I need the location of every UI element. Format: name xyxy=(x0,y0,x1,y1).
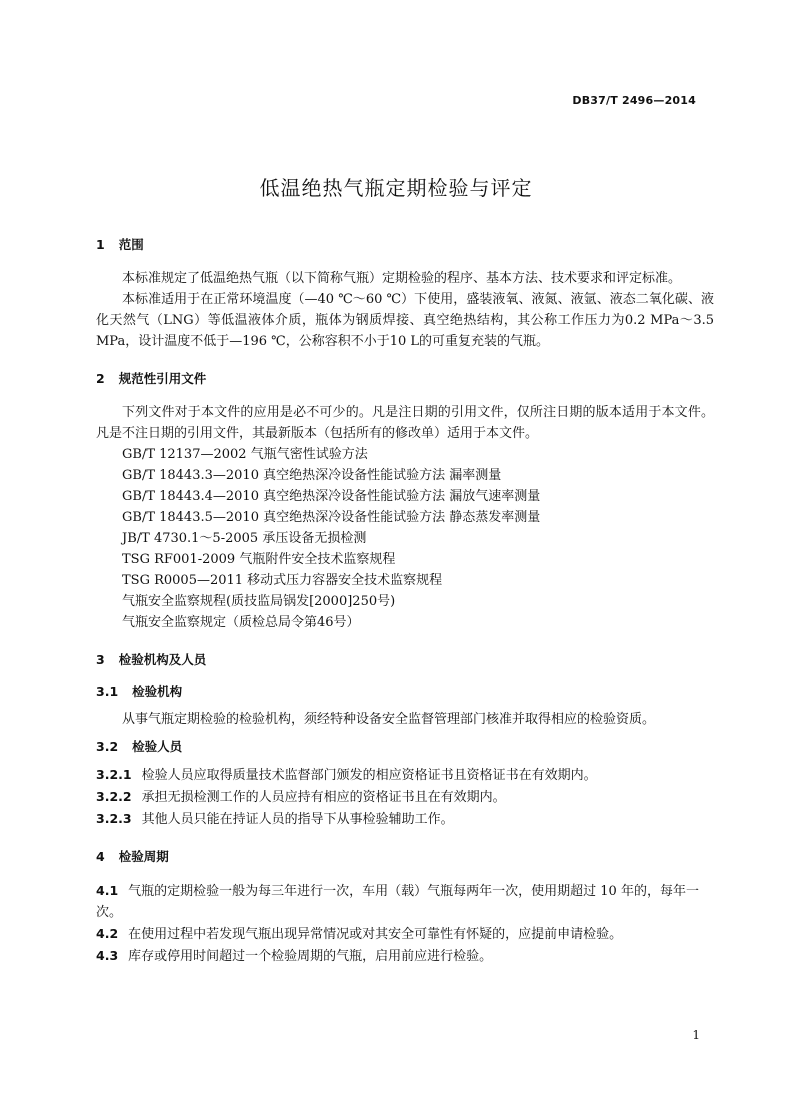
reference-item: TSG RF001-2009 气瓶附件安全技术监察规程 xyxy=(122,552,396,567)
clause-item xyxy=(96,880,714,923)
clause-text: 在使用过程中若发现气瓶出现异常情况或对其安全可靠性有怀疑的，应提前申请检验。 xyxy=(128,927,623,942)
reference-item: JB/T 4730.1～5-2005 承压设备无损检测 xyxy=(122,531,367,546)
scope-paragraph-1: 本标准规定了低温绝热气瓶（以下简称气瓶）定期检验的程序、基本方法、技术要求和评定标准。 xyxy=(122,271,682,286)
reference-item: GB/T 18443.5—2010 真空绝热深冷设备性能试验方法 静态蒸发率测量 xyxy=(122,510,541,525)
clause-text: 承担无损检测工作的人员应持有相应的资格证书且在有效期内。 xyxy=(141,790,506,805)
reference-item: GB/T 18443.4—2010 真空绝热深冷设备性能试验方法 漏放气速率测量 xyxy=(122,489,541,504)
section-1-heading xyxy=(96,236,714,254)
section-4-heading xyxy=(96,848,714,866)
reference-item: GB/T 12137—2002 气瓶气密性试验方法 xyxy=(122,447,368,462)
reference-item: 气瓶安全监察规程(质技监局锅发[2000]250号) xyxy=(122,594,396,609)
clause-number: 3.2.2 xyxy=(96,789,132,804)
section-title: 检验机构及人员 xyxy=(118,652,207,667)
clause-number: 4.1 xyxy=(96,883,119,898)
clause-number: 4.3 xyxy=(96,948,119,963)
subsection-title: 检验人员 xyxy=(132,739,183,754)
clause-text: 库存或停用时间超过一个检验周期的气瓶，启用前应进行检验。 xyxy=(128,949,493,964)
clause-text: 气瓶的定期检验一般为每三年进行一次，车用（载）气瓶每两年一次，使用期超过 10 年的，每年一次。 xyxy=(96,884,699,920)
subsection-3-2-heading xyxy=(96,738,714,756)
clause-number: 3.2.3 xyxy=(96,811,132,826)
section-title: 检验周期 xyxy=(118,849,169,864)
section-number: 4 xyxy=(96,849,105,864)
inspection-agency-paragraph: 从事气瓶定期检验的检验机构，须经特种设备安全监督管理部门核准并取得相应的检验资质。 xyxy=(122,712,656,727)
clause-number: 4.2 xyxy=(96,926,119,941)
document-body xyxy=(96,236,714,967)
section-3-heading xyxy=(96,651,714,669)
clause-item xyxy=(96,945,714,967)
page-number: 1 xyxy=(692,1028,700,1042)
clause-item xyxy=(96,786,714,808)
clause-number: 3.2.1 xyxy=(96,767,132,782)
subsection-3-1-heading xyxy=(96,683,714,701)
subsection-number: 3.2 xyxy=(96,739,119,754)
section-title: 范围 xyxy=(118,237,144,252)
document-title: 低温绝热气瓶定期检验与评定 xyxy=(259,176,533,200)
subsection-number: 3.1 xyxy=(96,684,119,699)
clause-text: 其他人员只能在持证人员的指导下从事检验辅助工作。 xyxy=(141,812,454,827)
clause-item xyxy=(96,923,714,945)
section-number: 2 xyxy=(96,371,105,386)
section-number: 3 xyxy=(96,652,105,667)
section-2-heading xyxy=(96,370,714,388)
subsection-title: 检验机构 xyxy=(132,684,183,699)
section-title: 规范性引用文件 xyxy=(118,371,207,386)
reference-item: GB/T 18443.3—2010 真空绝热深冷设备性能试验方法 漏率测量 xyxy=(122,468,502,483)
reference-item: TSG R0005—2011 移动式压力容器安全技术监察规程 xyxy=(122,573,443,588)
standard-code: DB37/T 2496—2014 xyxy=(572,94,696,107)
references-intro-paragraph: 下列文件对于本文件的应用是必不可少的。凡是注日期的引用文件，仅所注日期的版本适用于本文件。凡是不注日期的引用文件，其最新版本（包括所有的修改单）适用于本文件。 xyxy=(96,405,714,441)
clause-item xyxy=(96,808,714,830)
scope-paragraph-2: 本标准适用于在正常环境温度（—40 ℃～60 ℃）下使用，盛装液氧、液氮、液氩、液态二氧化碳、液化天然气（LNG）等低温液体介质，瓶体为钢质焊接、真空绝热结构，其公称工作压力为0.2 MPa～3.5 MPa，设计温度不低于—196 ℃，公称容积不小于10 L的可重复充装的气瓶。 xyxy=(96,292,714,349)
clause-text: 检验人员应取得质量技术监督部门颁发的相应资格证书且资格证书在有效期内。 xyxy=(141,768,597,783)
section-number: 1 xyxy=(96,237,105,252)
reference-item: 气瓶安全监察规定（质检总局令第46号） xyxy=(122,615,360,630)
clause-item xyxy=(96,764,714,786)
